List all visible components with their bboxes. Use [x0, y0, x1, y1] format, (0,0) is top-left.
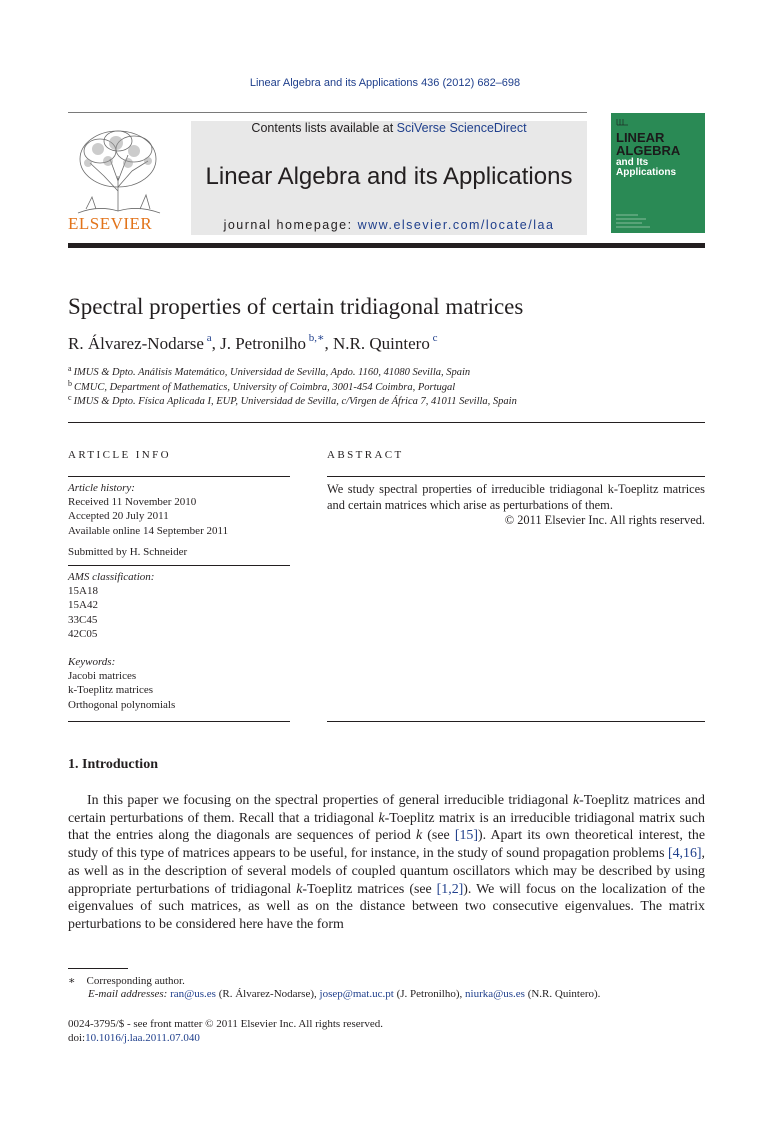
- submitted-by: Submitted by H. Schneider: [68, 546, 188, 558]
- journal-header-box: [191, 121, 587, 235]
- article-info-rule: [68, 565, 290, 566]
- doi-label: doi:: [68, 1032, 86, 1044]
- online-date: Available online 14 September 2011: [68, 524, 229, 537]
- accepted-date: Accepted 20 July 2011: [68, 510, 169, 523]
- homepage-prefix: journal homepage:: [223, 218, 358, 232]
- cover-line-2: ALGEBRA: [616, 143, 681, 158]
- abstract-rule: [327, 476, 705, 477]
- ams-code: 15A18: [68, 585, 98, 598]
- footnote-rule: [68, 968, 128, 969]
- ams-code: 42C05: [68, 627, 98, 640]
- ams-code: 15A42: [68, 599, 98, 612]
- email-link[interactable]: niurka@us.es: [465, 988, 525, 1000]
- affiliation-text: IMUS & Dpto. Análisis Matemático, Universidad de Sevilla, Apdo. 1160, 41080 Sevilla, Spain: [73, 367, 471, 378]
- author-separator: ,: [211, 334, 221, 353]
- cover-fine-print: [616, 213, 656, 229]
- affiliation-a: [68, 364, 470, 378]
- email-label: E-mail addresses:: [88, 988, 168, 1000]
- affiliation-mark: a: [68, 364, 72, 373]
- header-bottom-rule: [68, 243, 705, 248]
- sciencedirect-link[interactable]: SciVerse ScienceDirect: [396, 121, 527, 135]
- doi-link[interactable]: 10.1016/j.laa.2011.07.040: [85, 1032, 200, 1044]
- affiliation-rule: [68, 422, 705, 423]
- affiliation-c: [68, 393, 517, 407]
- keyword: Orthogonal polynomials: [68, 698, 176, 711]
- cover-decoration: [616, 119, 646, 127]
- affiliation-text: IMUS & Dpto. Física Aplicada I, EUP, Universidad de Sevilla, c/Virgen de África 7, 41011 Sevilla, Spain: [73, 396, 517, 407]
- affiliation-mark: b: [68, 379, 72, 388]
- contents-line: [191, 121, 587, 135]
- keywords: [68, 655, 175, 712]
- author-name[interactable]: N.R. Quintero: [333, 334, 430, 353]
- author-separator: ,: [324, 334, 334, 353]
- corresponding-author-footnote: [68, 974, 185, 987]
- article-history: [68, 481, 228, 538]
- article-info-heading: ARTICLE INFO: [68, 449, 171, 461]
- citation-link[interactable]: [1,2]: [436, 881, 464, 897]
- author-affiliation-mark[interactable]: b,∗: [308, 332, 325, 344]
- keyword: Jacobi matrices: [68, 670, 137, 683]
- footnote-mark: ∗: [68, 975, 76, 987]
- citation-link[interactable]: [15]: [454, 828, 478, 844]
- ams-code: 33C45: [68, 613, 98, 626]
- abstract-heading: ABSTRACT: [327, 449, 404, 461]
- front-matter-line: 0024-3795/$ - see front matter © 2011 Elsevier Inc. All rights reserved.: [68, 1018, 383, 1030]
- abstract-copyright: © 2011 Elsevier Inc. All rights reserved.: [504, 513, 705, 527]
- affiliation-text: CMUC, Department of Mathematics, University of Coimbra, 3001-454 Coimbra, Portugal: [74, 382, 456, 393]
- doi-line: [68, 1032, 200, 1044]
- abstract-text: We study spectral properties of irreducible tridiagonal k-Toeplitz matrices and certain matrices which arise as perturbations of them.: [327, 482, 705, 512]
- ams-label: AMS classification:: [68, 571, 155, 583]
- affiliation-b: [68, 379, 455, 393]
- author-name[interactable]: R. Álvarez-Nodarse: [68, 334, 204, 353]
- author-affiliation-mark[interactable]: a: [206, 332, 212, 344]
- ams-classification: [68, 570, 154, 641]
- footnote-text: Corresponding author.: [86, 975, 185, 987]
- email-link[interactable]: ran@us.es: [170, 988, 216, 1000]
- abstract-rule: [327, 721, 705, 722]
- section-heading: 1. Introduction: [68, 757, 158, 772]
- homepage-line: [191, 218, 587, 232]
- author-name[interactable]: J. Petronilho: [220, 334, 307, 353]
- header-top-rule: [68, 112, 587, 113]
- article-info-rule: [68, 721, 290, 722]
- cover-line-1: LINEAR: [616, 130, 665, 145]
- article-title: Spectral properties of certain tridiagonal matrices: [68, 294, 524, 319]
- keyword: k-Toeplitz matrices: [68, 684, 154, 697]
- cover-line-4: Applications: [616, 167, 677, 178]
- email-footnote: E-mail addresses: ran@us.es (R. Álvarez-Nodarse), josep@mat.uc.pt (J. Petronilho), niurka@us.es (N.R. Quintero).: [88, 988, 601, 1000]
- affiliation-mark: c: [68, 393, 72, 402]
- cover-line-3: and Its: [616, 157, 649, 168]
- keywords-label: Keywords:: [68, 656, 116, 668]
- elsevier-wordmark: ELSEVIER: [68, 214, 153, 233]
- author-list: [68, 331, 437, 354]
- journal-cover-image: [611, 113, 705, 233]
- journal-title: Linear Algebra and its Applications: [205, 163, 573, 190]
- citation-link[interactable]: [4,16]: [667, 846, 702, 862]
- email-link[interactable]: josep@mat.uc.pt: [319, 988, 394, 1000]
- author-affiliation-mark[interactable]: c: [432, 332, 438, 344]
- homepage-link[interactable]: www.elsevier.com/locate/laa: [357, 218, 555, 232]
- received-date: Received 11 November 2010: [68, 496, 197, 509]
- intro-paragraph: In this paper we focusing on the spectral properties of general irreducible tridiagonal k-Toeplitz matrices and certain perturbations of them. Recall that a tridiagonal k-Toeplitz matrix is an irreducible tridiagonal matrix such that the entries along the diagonals are sequences of period k (see [15]). Apart its own theoretical interest, the study of this type of matrices appears to be useful, for instance, in the study of sound propagation problems [4,16], as well as in the description of several models of coupled quantum oscillators which may be described by using appropriate perturbations of tridiagonal k-Toeplitz matrices (see [1,2]). We will focus on the localization of the eigenvalues of such matrices, as well as on the distance between two consecutive eigenvalues. The matrix perturbations to be considered here have the form: [68, 793, 705, 932]
- history-label: Article history:: [68, 482, 135, 494]
- journal-reference[interactable]: Linear Algebra and its Applications 436 (2012) 682–698: [249, 77, 521, 89]
- contents-prefix: Contents lists available at: [251, 121, 397, 135]
- article-info-rule: [68, 476, 290, 477]
